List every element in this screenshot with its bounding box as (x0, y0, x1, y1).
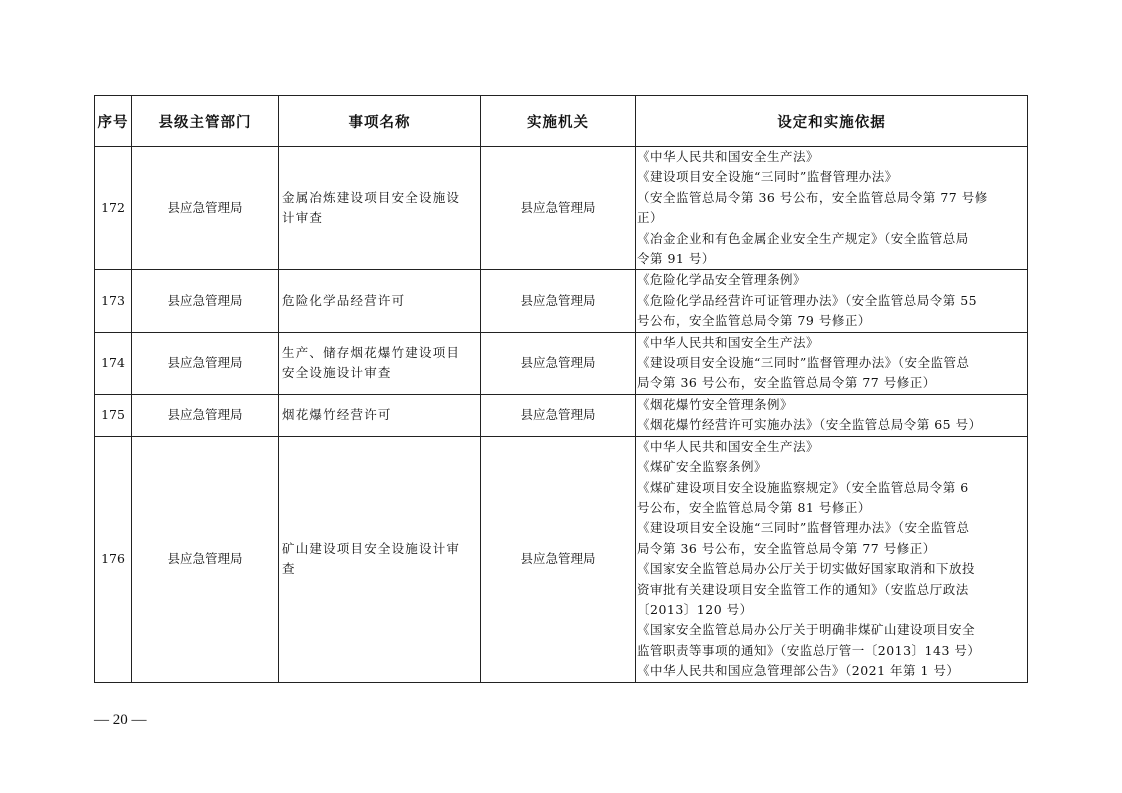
basis-line: 《危险化学品安全管理条例》 (637, 272, 807, 288)
table-header-row (95, 96, 1028, 147)
row-serial: 175 (95, 394, 132, 436)
row-county-dept: 县应急管理局 (132, 394, 279, 436)
row-item-name (279, 436, 481, 682)
table-row (95, 147, 1028, 270)
row-agency: 县应急管理局 (481, 332, 636, 394)
basis-line: 令第 91 号） (637, 251, 715, 267)
basis-line: 《建设项目安全设施“三同时”监督管理办法》（安全监管总 (637, 355, 970, 371)
row-agency: 县应急管理局 (481, 394, 636, 436)
basis-line: 号公布，安全监管总局令第 79 号修正） (637, 313, 871, 329)
basis-line: 《冶金企业和有色金属企业安全生产规定》（安全监管总局 (637, 230, 969, 246)
item-name-line: 查 (282, 561, 296, 577)
basis-line: （安全监管总局令第 36 号公布，安全监管总局令第 77 号修 (637, 189, 988, 205)
table-row (95, 270, 1028, 332)
row-serial: 172 (95, 147, 132, 270)
basis-line: 监管职责等事项的通知》（安监总厅管一〔2013〕143 号） (637, 642, 981, 658)
page-number: — 20 — (94, 712, 147, 728)
row-item-name (279, 147, 481, 270)
row-basis (636, 332, 1028, 394)
item-name-line: 金属冶炼建设项目安全设施设 (282, 189, 461, 205)
row-basis (636, 270, 1028, 332)
row-item-name (279, 270, 481, 332)
basis-line: 《中华人民共和国应急管理部公告》（2021 年第 1 号） (637, 663, 960, 679)
basis-line: 《危险化学品经营许可证管理办法》（安全监管总局令第 55 (637, 292, 978, 308)
basis-line: 《中华人民共和国安全生产法》 (637, 438, 820, 454)
document-table-container (94, 95, 1027, 683)
basis-line: 局令第 36 号公布，安全监管总局令第 77 号修正） (637, 375, 936, 391)
row-county-dept: 县应急管理局 (132, 332, 279, 394)
basis-line: 正） (637, 210, 664, 226)
basis-line: 《煤矿建设项目安全设施监察规定》（安全监管总局令第 6 (637, 479, 969, 495)
item-name-line: 安全设施设计审查 (282, 365, 392, 381)
item-name-line: 生产、储存烟花爆竹建设项目 (282, 344, 461, 360)
row-serial: 173 (95, 270, 132, 332)
basis-line: 资审批有关建设项目安全监管工作的通知》（安监总厅政法 (637, 581, 969, 597)
item-name-line: 计审查 (282, 210, 324, 226)
row-agency: 县应急管理局 (481, 270, 636, 332)
row-basis (636, 436, 1028, 682)
basis-line: 《建设项目安全设施“三同时”监督管理办法》（安全监管总 (637, 520, 970, 536)
header-item-name: 事项名称 (279, 96, 481, 147)
row-item-name (279, 394, 481, 436)
row-county-dept: 县应急管理局 (132, 436, 279, 682)
header-serial: 序号 (95, 96, 132, 147)
basis-line: 〔2013〕120 号） (637, 601, 753, 617)
basis-line: 《煤矿安全监察条例》 (637, 459, 768, 475)
table-row (95, 436, 1028, 682)
basis-line: 《国家安全监管总局办公厅关于明确非煤矿山建设项目安全 (637, 622, 976, 638)
basis-line: 号公布，安全监管总局令第 81 号修正） (637, 499, 871, 515)
basis-line: 《国家安全监管总局办公厅关于切实做好国家取消和下放投 (637, 561, 976, 577)
table-row (95, 394, 1028, 436)
row-agency: 县应急管理局 (481, 147, 636, 270)
item-name-line: 矿山建设项目安全设施设计审 (282, 540, 461, 556)
row-county-dept: 县应急管理局 (132, 147, 279, 270)
basis-line: 《中华人民共和国安全生产法》 (637, 334, 820, 350)
row-agency: 县应急管理局 (481, 436, 636, 682)
basis-line: 《中华人民共和国安全生产法》 (637, 149, 820, 164)
row-serial: 176 (95, 436, 132, 682)
row-basis (636, 394, 1028, 436)
item-name-line: 危险化学品经营许可 (282, 292, 406, 308)
row-county-dept: 县应急管理局 (132, 270, 279, 332)
header-county-dept: 县级主管部门 (132, 96, 279, 147)
row-basis (636, 147, 1028, 270)
row-item-name (279, 332, 481, 394)
header-basis: 设定和实施依据 (636, 96, 1028, 147)
table-body (95, 147, 1028, 683)
basis-line: 《烟花爆竹安全管理条例》 (637, 396, 794, 412)
basis-line: 局令第 36 号公布，安全监管总局令第 77 号修正） (637, 540, 936, 556)
row-serial: 174 (95, 332, 132, 394)
item-name-line: 烟花爆竹经营许可 (282, 407, 392, 423)
permit-table (94, 95, 1028, 683)
table-row (95, 332, 1028, 394)
basis-line: 《烟花爆竹经营许可实施办法》（安全监管总局令第 65 号） (637, 417, 982, 433)
basis-line: 《建设项目安全设施“三同时”监督管理办法》 (637, 169, 898, 185)
header-agency: 实施机关 (481, 96, 636, 147)
